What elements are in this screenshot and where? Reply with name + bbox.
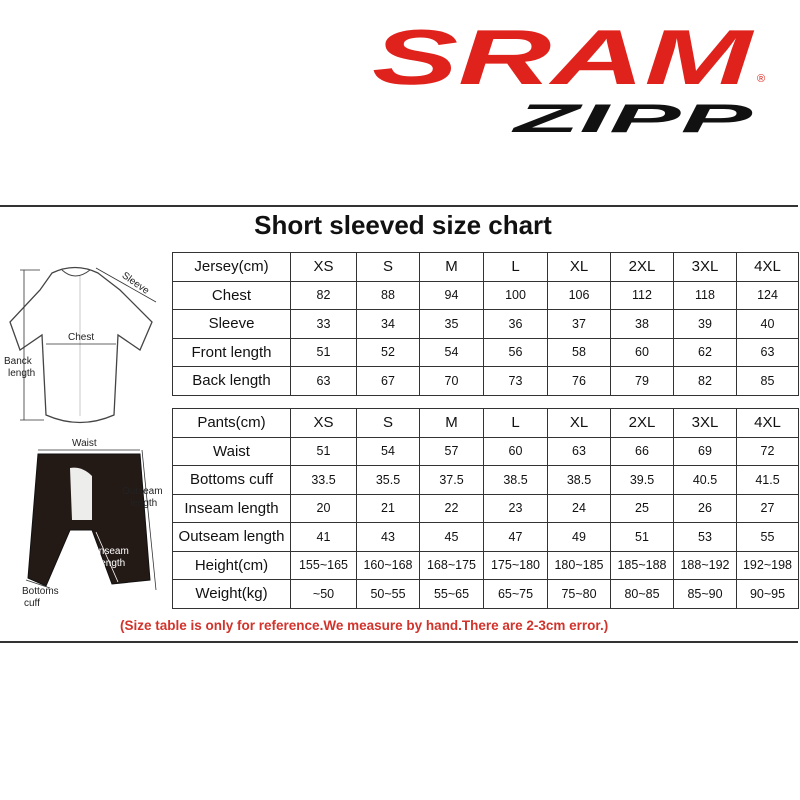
row-label: Height(cm) (173, 551, 291, 580)
table-cell: 60 (611, 338, 674, 367)
table-cell: 168~175 (420, 551, 484, 580)
table-cell: 118 (674, 281, 737, 310)
table-row (173, 580, 799, 609)
header-cell: 3XL (674, 253, 737, 282)
table-cell: 56 (484, 338, 548, 367)
table-cell: 41.5 (737, 466, 799, 495)
row-label: Outseam length (173, 523, 291, 552)
garment-diagram (0, 240, 172, 620)
table-row (173, 494, 799, 523)
sram-logo (372, 24, 772, 94)
header-cell: XL (548, 409, 611, 438)
header-cell: XS (291, 253, 357, 282)
table-row (173, 310, 799, 339)
table-cell: 36 (484, 310, 548, 339)
table-cell: 180~185 (548, 551, 611, 580)
table-cell: 22 (420, 494, 484, 523)
table-cell: 26 (674, 494, 737, 523)
table-cell: 49 (548, 523, 611, 552)
table-cell: 124 (737, 281, 799, 310)
header-cell: M (420, 253, 484, 282)
sleeve-label: Sleeve (119, 270, 151, 297)
table-cell: 34 (357, 310, 420, 339)
table-header-row (173, 409, 799, 438)
header-cell: M (420, 409, 484, 438)
table-cell: 57 (420, 437, 484, 466)
back-length-label-2: length (8, 368, 36, 379)
table-cell: 37 (548, 310, 611, 339)
table-cell: 35 (420, 310, 484, 339)
row-label: Waist (173, 437, 291, 466)
table-cell: 69 (674, 437, 737, 466)
pants-size-table (172, 408, 799, 609)
table-cell: 47 (484, 523, 548, 552)
table-cell: 85~90 (674, 580, 737, 609)
table-cell: 55~65 (420, 580, 484, 609)
table-cell: 60 (484, 437, 548, 466)
jersey-size-table (172, 252, 799, 396)
header-cell: 2XL (611, 409, 674, 438)
table-cell: 188~192 (674, 551, 737, 580)
table-cell: 185~188 (611, 551, 674, 580)
table-cell: 43 (357, 523, 420, 552)
table-cell: 53 (674, 523, 737, 552)
chest-label: Chest (68, 332, 95, 343)
table-cell: 112 (611, 281, 674, 310)
table-row (173, 523, 799, 552)
table-cell: 79 (611, 367, 674, 396)
header-cell: L (484, 409, 548, 438)
table-row (173, 367, 799, 396)
table-cell: 37.5 (420, 466, 484, 495)
table-cell: 63 (548, 437, 611, 466)
table-cell: 94 (420, 281, 484, 310)
header-cell: Jersey(cm) (173, 253, 291, 282)
table-cell: 54 (357, 437, 420, 466)
table-cell: 67 (357, 367, 420, 396)
table-cell: 35.5 (357, 466, 420, 495)
table-cell: 63 (291, 367, 357, 396)
table-cell: 100 (484, 281, 548, 310)
outseam-label-2: length (130, 498, 158, 509)
bottoms-cuff-label-1: Bottoms (22, 586, 59, 597)
inseam-label-2: length (98, 558, 126, 569)
table-cell: 82 (291, 281, 357, 310)
table-header-row (173, 253, 799, 282)
table-cell: 51 (291, 338, 357, 367)
page-title: Short sleeved size chart (254, 210, 552, 240)
table-cell: 21 (357, 494, 420, 523)
table-cell: 39.5 (611, 466, 674, 495)
table-cell: 73 (484, 367, 548, 396)
table-cell: 65~75 (484, 580, 548, 609)
table-cell: 160~168 (357, 551, 420, 580)
table-row (173, 338, 799, 367)
size-disclaimer: (Size table is only for reference.We measure by hand.There are 2-3cm error.) (120, 618, 609, 633)
garment-illustration (0, 240, 172, 620)
row-label: Bottoms cuff (173, 466, 291, 495)
table-cell: 155~165 (291, 551, 357, 580)
table-cell: 90~95 (737, 580, 799, 609)
outseam-label-1: Outseam (122, 486, 163, 497)
header-cell: Pants(cm) (173, 409, 291, 438)
zipp-logo (510, 98, 760, 138)
table-row (173, 437, 799, 466)
waist-label: Waist (72, 438, 97, 449)
table-row (173, 466, 799, 495)
sram-logo-text: SRAM (372, 24, 756, 94)
table-cell: 33 (291, 310, 357, 339)
jersey-icon (10, 268, 152, 423)
table-cell: 80~85 (611, 580, 674, 609)
table-cell: 75~80 (548, 580, 611, 609)
header-cell: L (484, 253, 548, 282)
table-cell: 82 (674, 367, 737, 396)
table-cell: 88 (357, 281, 420, 310)
row-label: Weight(kg) (173, 580, 291, 609)
table-cell: 63 (737, 338, 799, 367)
zipp-logo-text: ZIPP (511, 98, 753, 138)
table-cell: 38.5 (484, 466, 548, 495)
table-cell: 76 (548, 367, 611, 396)
table-cell: 38 (611, 310, 674, 339)
bottoms-cuff-label-2: cuff (24, 598, 40, 609)
table-cell: 51 (611, 523, 674, 552)
row-label: Front length (173, 338, 291, 367)
table-cell: ~50 (291, 580, 357, 609)
header-cell: 3XL (674, 409, 737, 438)
header-cell: S (357, 253, 420, 282)
row-label: Back length (173, 367, 291, 396)
header-cell: XS (291, 409, 357, 438)
inseam-label-1: Inseam (96, 546, 129, 557)
table-cell: 55 (737, 523, 799, 552)
table-cell: 23 (484, 494, 548, 523)
row-label: Chest (173, 281, 291, 310)
table-cell: 38.5 (548, 466, 611, 495)
header-cell: XL (548, 253, 611, 282)
table-cell: 175~180 (484, 551, 548, 580)
table-cell: 51 (291, 437, 357, 466)
table-cell: 41 (291, 523, 357, 552)
table-cell: 66 (611, 437, 674, 466)
table-row (173, 281, 799, 310)
table-cell: 27 (737, 494, 799, 523)
header-cell: 2XL (611, 253, 674, 282)
table-cell: 40.5 (674, 466, 737, 495)
table-cell: 39 (674, 310, 737, 339)
row-label: Sleeve (173, 310, 291, 339)
table-cell: 106 (548, 281, 611, 310)
table-cell: 24 (548, 494, 611, 523)
table-row (173, 551, 799, 580)
header-cell: 4XL (737, 409, 799, 438)
back-length-label-1: Banck (4, 356, 32, 367)
table-cell: 50~55 (357, 580, 420, 609)
table-cell: 52 (357, 338, 420, 367)
header-cell: 4XL (737, 253, 799, 282)
table-cell: 40 (737, 310, 799, 339)
table-cell: 85 (737, 367, 799, 396)
table-cell: 20 (291, 494, 357, 523)
registered-mark: ® (757, 73, 766, 85)
table-cell: 54 (420, 338, 484, 367)
table-cell: 45 (420, 523, 484, 552)
table-cell: 192~198 (737, 551, 799, 580)
table-cell: 70 (420, 367, 484, 396)
table-cell: 62 (674, 338, 737, 367)
table-cell: 58 (548, 338, 611, 367)
table-cell: 72 (737, 437, 799, 466)
row-label: Inseam length (173, 494, 291, 523)
table-cell: 25 (611, 494, 674, 523)
table-cell: 33.5 (291, 466, 357, 495)
header-cell: S (357, 409, 420, 438)
